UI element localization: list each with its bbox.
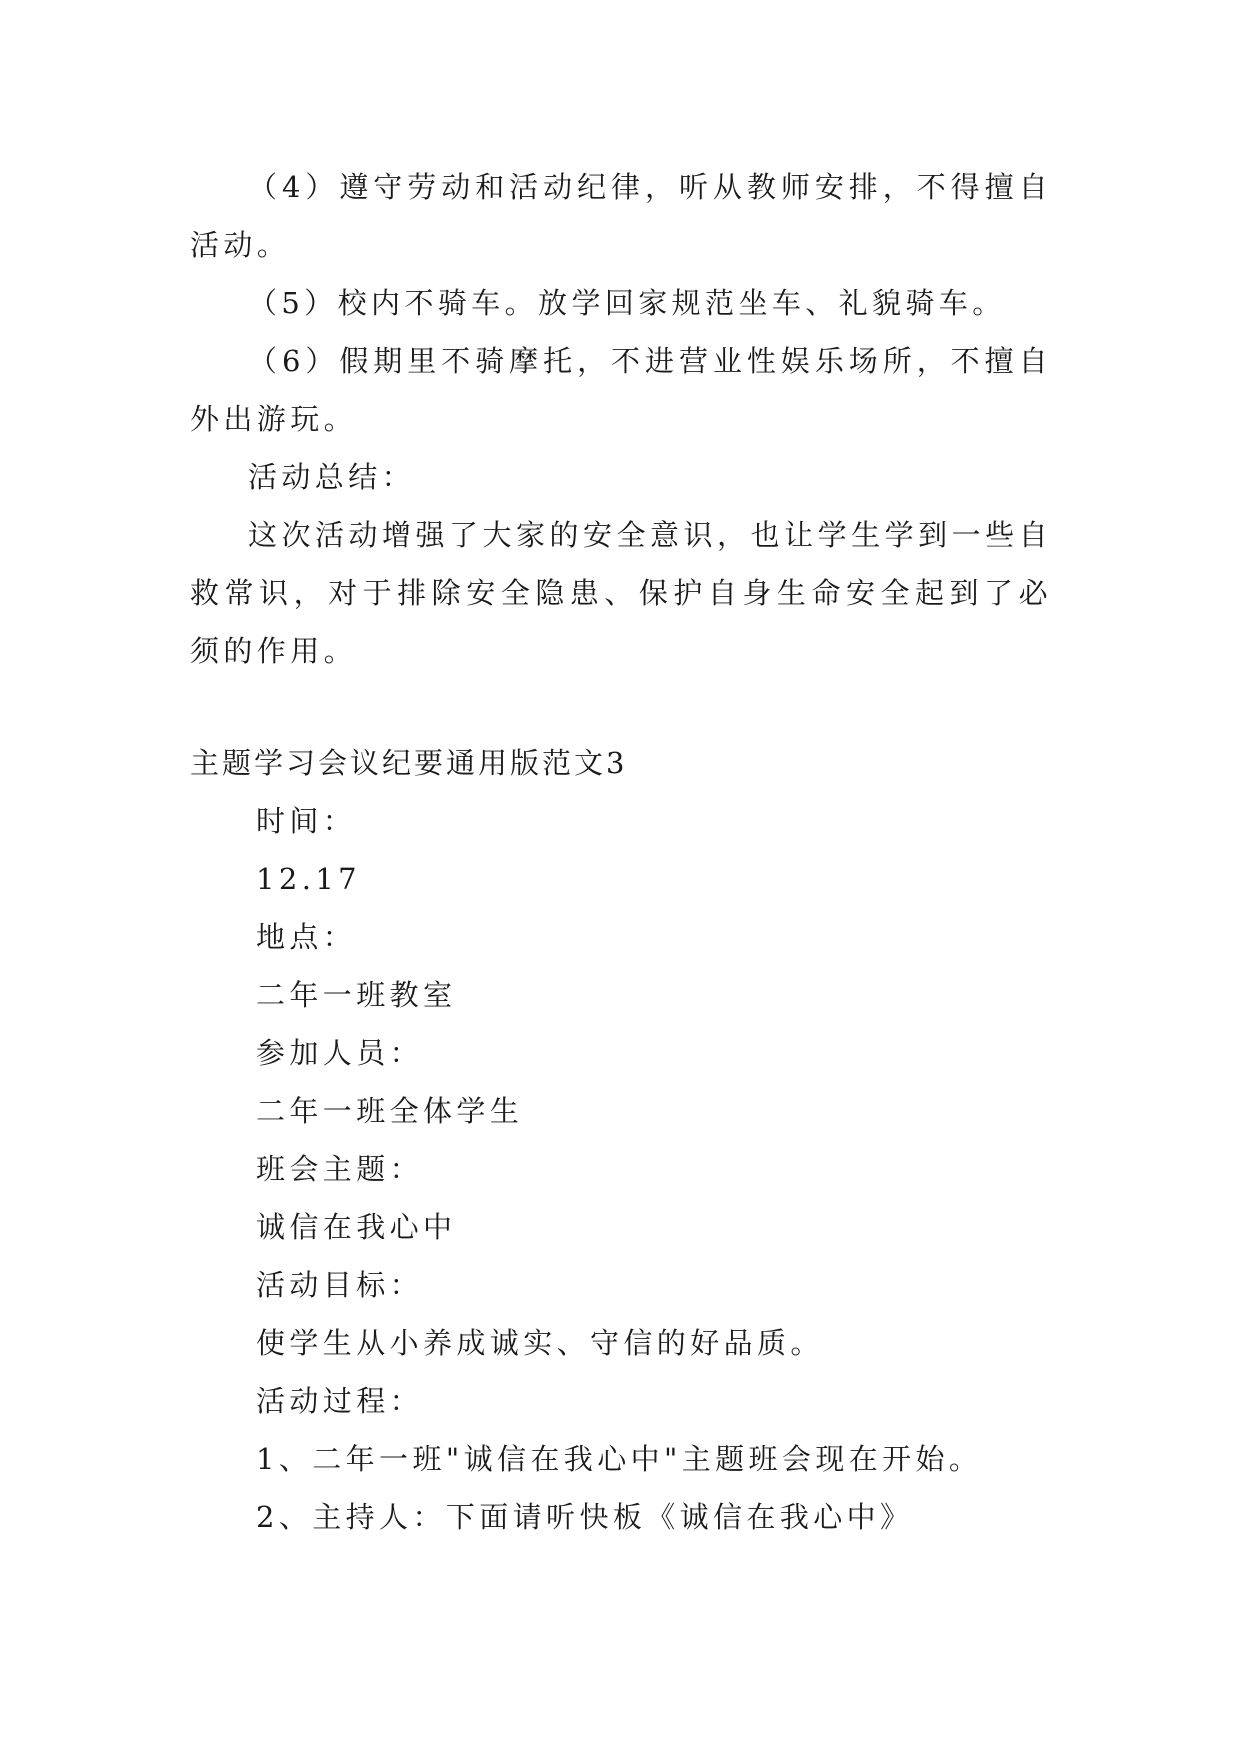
summary-label: 活动总结： [248, 460, 416, 494]
section-title: 主题学习会议纪要通用版范文3 [190, 746, 628, 780]
location-value: 二年一班教室 [256, 978, 457, 1012]
time-value: 12.17 [256, 862, 362, 896]
theme-value: 诚信在我心中 [256, 1210, 457, 1244]
process-step-2: 2、主持人：下面请听快板《诚信在我心中》 [256, 1500, 914, 1534]
process-step-1: 1、二年一班"诚信在我心中"主题班会现在开始。 [256, 1442, 983, 1476]
time-label: 时间： [256, 804, 357, 838]
paragraph-rule-4: （4）遵守劳动和活动纪律，听从教师安排，不得擅自活动。 [190, 170, 1052, 262]
summary-paragraph: 这次活动增强了大家的安全意识，也让学生学到一些自救常识，对于排除安全隐患、保护自身生命安全起到了必须的作用。 [190, 518, 1052, 668]
theme-label: 班会主题： [256, 1152, 424, 1186]
participants-label: 参加人员： [256, 1036, 424, 1070]
location-label: 地点： [256, 920, 357, 954]
goal-value: 使学生从小养成诚实、守信的好品质。 [256, 1326, 824, 1360]
goal-label: 活动目标： [256, 1268, 424, 1302]
paragraph-rule-6: （6）假期里不骑摩托，不进营业性娱乐场所，不擅自外出游玩。 [190, 344, 1052, 436]
document-body [190, 158, 1052, 1546]
participants-value: 二年一班全体学生 [256, 1094, 524, 1128]
process-label: 活动过程： [256, 1384, 424, 1418]
paragraph-rule-5: （5）校内不骑车。放学回家规范坐车、礼貌骑车。 [248, 286, 1006, 320]
